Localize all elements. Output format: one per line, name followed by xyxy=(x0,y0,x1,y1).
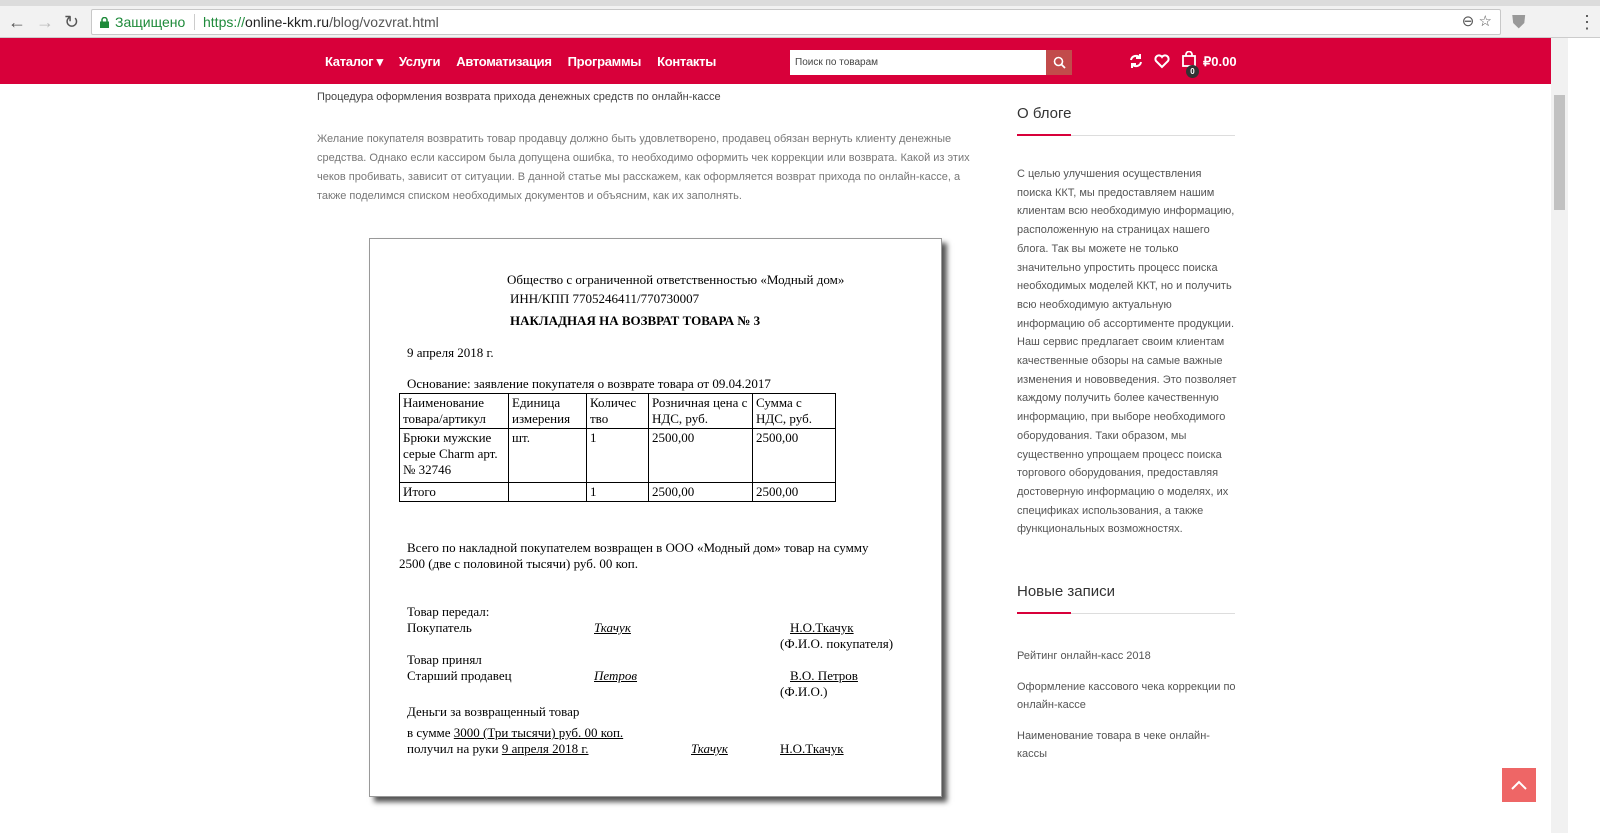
menu-catalog[interactable]: Каталог ▾ xyxy=(325,54,383,69)
main-menu xyxy=(325,54,716,70)
cart-total[interactable]: ₽0.00 xyxy=(1203,54,1237,69)
about-text: С целью улучшения осуществления поиска ККТ, мы предоставляем нашим клиентам всю необходимую информацию, расположенную на страницах нашего блога. Так вы можете не только значительно упростить процесс поиска необходимых моделей ККТ, но и получить всю необходимую актуальную информацию об ассортименте продукции. Наш сервис предлагает своим клиентам качественные обзоры на самые важные изменения и нововведения. Это позволяет каждому получить более качественную информацию, при выборе необходимого оборудования. Таки образом, мы существенно упрощаем процесс поиска торгового оборудования, предоставляя достоверную информацию о моделях, их спецификах использования, а также функциональных возможностях. xyxy=(1017,168,1237,536)
url-host: online-kkm.ru xyxy=(245,14,330,30)
blank-area xyxy=(1568,38,1600,833)
goods-table xyxy=(399,393,836,502)
doc-final-sign: Ткачук xyxy=(691,741,728,756)
cell: Итого xyxy=(400,483,509,502)
menu-services[interactable]: Услуги xyxy=(398,54,441,69)
divider xyxy=(194,14,195,30)
sum-value: 3000 (Три тысячи) руб. 00 коп. xyxy=(453,725,624,740)
url-scheme: https:// xyxy=(203,14,246,30)
doc-total-line2: 2500 (две с половиной тысячи) руб. 00 коп. xyxy=(399,556,638,571)
menu-contacts[interactable]: Контакты xyxy=(657,54,716,69)
browser-toolbar xyxy=(0,6,1600,38)
got-prefix: получил на руки xyxy=(407,741,502,756)
compare-icon[interactable] xyxy=(1128,53,1144,69)
zoom-icon[interactable]: ⊖ xyxy=(1461,13,1475,30)
doc-total-line1: Всего по накладной покупателем возвращен в ООО «Модный дом» товар на сумму xyxy=(407,540,869,555)
recent-post-link[interactable]: Наименование товара в чеке онлайн-кассы xyxy=(1017,729,1210,761)
doc-buyer: Покупатель xyxy=(407,620,472,635)
table-row-total xyxy=(400,483,836,502)
doc-seller-caption: (Ф.И.О.) xyxy=(780,684,828,699)
doc-got-line xyxy=(407,741,589,757)
shield-extension-icon[interactable]: ⛊ xyxy=(1512,12,1526,32)
doc-seller-sign: Петров xyxy=(594,668,638,683)
omnibox-actions xyxy=(1462,10,1492,34)
th-unit: Единица измерения xyxy=(509,394,587,429)
search-icon xyxy=(1053,56,1066,69)
return-invoice-image xyxy=(369,238,942,797)
doc-basis: Основание: заявление покупателя о возврате товара от 09.04.2017 xyxy=(407,376,771,391)
cell: шт. xyxy=(509,429,587,483)
recent-title: Новые записи xyxy=(1017,583,1116,601)
back-icon[interactable]: ← xyxy=(8,12,26,32)
reload-icon[interactable]: ↻ xyxy=(64,12,80,32)
forward-icon[interactable]: → xyxy=(36,12,54,32)
secure-text: Защищено xyxy=(115,14,186,30)
lock-icon xyxy=(100,17,109,28)
th-price: Розничная цена с НДС, руб. xyxy=(649,394,753,429)
th-name: Наименование товара/артикул xyxy=(400,394,509,429)
cell: 2500,00 xyxy=(753,429,836,483)
doc-money: Деньги за возвращенный товар xyxy=(407,704,580,719)
doc-buyer-caption: (Ф.И.О. покупателя) xyxy=(780,636,894,651)
doc-title: НАКЛАДНАЯ НА ВОЗВРАТ ТОВАРА № 3 xyxy=(510,313,761,328)
cell: 2500,00 xyxy=(753,483,836,502)
url-text xyxy=(203,10,439,34)
address-bar[interactable] xyxy=(91,9,1501,35)
cell: 1 xyxy=(587,483,649,502)
url-path: /blog/vozvrat.html xyxy=(329,14,439,30)
bookmark-star-icon[interactable]: ☆ xyxy=(1478,13,1492,30)
cell: Брюки мужские серые Charm арт. № 32746 xyxy=(400,429,509,483)
recent-post-link[interactable]: Оформление кассового чека коррекции по онлайн-кассе xyxy=(1017,680,1236,712)
cell: 2500,00 xyxy=(649,483,753,502)
doc-inn: ИНН/КПП 7705246411/770730007 xyxy=(510,291,700,306)
scroll-to-top-button[interactable] xyxy=(1502,768,1536,802)
menu-programs[interactable]: Программы xyxy=(567,54,642,69)
sidebar xyxy=(1017,84,1239,776)
doc-seller-name: В.О. Петров xyxy=(790,668,858,683)
recent-post-link[interactable]: Рейтинг онлайн-касс 2018 xyxy=(1017,650,1151,663)
scrollbar-thumb[interactable] xyxy=(1554,95,1565,210)
article-heading: Процедура оформления возврата прихода денежных средств по онлайн-кассе xyxy=(317,91,721,103)
doc-buyer-sign: Ткачук xyxy=(594,620,631,635)
cell xyxy=(509,483,587,502)
scrollbar[interactable] xyxy=(1551,38,1568,833)
search-input[interactable]: Поиск по товарам xyxy=(790,50,1046,75)
secure-label xyxy=(100,10,185,34)
doc-sum-line xyxy=(407,725,623,741)
th-sum: Сумма с НДС, руб. xyxy=(753,394,836,429)
doc-date: 9 апреля 2018 г. xyxy=(407,345,494,360)
doc-final-name: Н.О.Ткачук xyxy=(780,741,844,756)
doc-seller: Старший продавец xyxy=(407,668,512,683)
doc-handed: Товар передал: xyxy=(407,604,490,619)
chevron-up-icon xyxy=(1511,780,1527,790)
about-title: О блоге xyxy=(1017,105,1072,122)
intro-paragraph: Желание покупателя возвратить товар продавцу должно быть удовлетворено, продавец обязан вернуть клиенту денежные средства. Однако если кассиром была допущена ошибка, то необходимо оформить чек коррекции или возврата. Какой из этих чеков пробивать, зависит от ситуации. В данной статье мы расскажем, как оформляется возврат прихода по онлайн-кассе, а также поделимся списком необходимых документов и объясним, как их заполнять. xyxy=(317,133,970,202)
cart-count-badge: 0 xyxy=(1186,65,1199,78)
doc-org: Общество с ограниченной ответственностью «Модный дом» xyxy=(507,272,845,287)
menu-kebab-icon[interactable]: ⋮ xyxy=(1578,12,1596,32)
doc-buyer-name: Н.О.Ткачук xyxy=(790,620,854,635)
divider xyxy=(1017,135,1235,136)
menu-automation[interactable]: Автоматизация xyxy=(456,54,552,69)
table-row xyxy=(400,429,836,483)
table-header-row xyxy=(400,394,836,429)
cell: 2500,00 xyxy=(649,429,753,483)
recent-posts xyxy=(1017,647,1237,764)
divider xyxy=(1017,613,1235,614)
doc-received: Товар принял xyxy=(407,652,482,667)
heart-icon[interactable] xyxy=(1154,53,1170,69)
sum-prefix: в сумме xyxy=(407,725,454,740)
got-date: 9 апреля 2018 г. xyxy=(501,741,589,756)
site-header xyxy=(0,38,1551,84)
th-qty: Количес тво xyxy=(587,394,649,429)
search-button[interactable] xyxy=(1046,50,1072,75)
cell: 1 xyxy=(587,429,649,483)
